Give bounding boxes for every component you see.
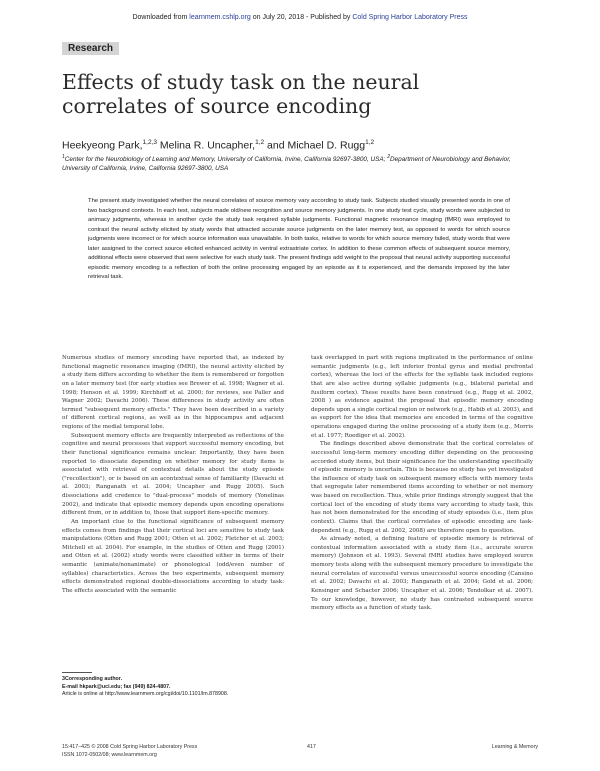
banner-publisher-link[interactable]: Cold Spring Harbor Laboratory Press bbox=[352, 14, 468, 21]
body-paragraph: An important clue to the functional significance of subsequent memory effects comes from findings that their cortical loci are sensitive to study task manipulations (Otten and Rugg 2001; Otten et al. 2002; Fletcher et al. 2003; Mitchell et al. 2004). For example, in the studies of Otten and Rugg (2001) and Otten et al. (2002) study words were classified either in terms of their semantic (animate/nonanimate) or phonological (odd/even number of syllables) characteristics. Across the two experiments, subsequent memory effects demonstrated regional double-dissociations according to study task: The effects associated with the semantic bbox=[62, 518, 284, 594]
footnote bbox=[62, 676, 284, 699]
contact-email[interactable]: E-mail hkpark@uci.edu; fax (949) 824-4807. bbox=[62, 683, 171, 690]
affiliations bbox=[62, 153, 540, 173]
author-name: Heekyeong Park, bbox=[62, 139, 143, 152]
journal-name: Learning & Memory bbox=[491, 744, 538, 750]
body-column-right bbox=[311, 354, 533, 613]
download-banner bbox=[0, 14, 600, 21]
affiliation-sup: 1 bbox=[62, 154, 65, 160]
author-affiliation-sup: 1,2 bbox=[255, 139, 265, 146]
body-column-left bbox=[62, 354, 284, 596]
body-paragraph: As already noted, a defining feature of episodic memory is retrieval of contextual information associated with a study item (i.e., accurate source memory) (Johnson et al. 1993). Several fMRI studies have employed source memory tests along with the subsequent memory procedure to investigate the neural correlates of successful versus unsuccessful source encoding (Cansino et al. 2002; Davachi et al. 2003; Ranganath et al. 2004; Gold et al. 2006; Kensinger and Schacter 2006; Uncapher et al. 2006; Tendolkar et al. 2007). To our knowledge, however, no study has contrasted subsequent source memory effects as a function of study task. bbox=[311, 536, 533, 612]
footer-left bbox=[62, 744, 262, 759]
banner-middle: on July 20, 2018 - Published by bbox=[250, 14, 353, 21]
article-title: Effects of study task on the neural correlates of source encoding bbox=[62, 70, 420, 118]
footer-copyright: 15:417–425 © 2008 Cold Spring Harbor Laboratory Press bbox=[62, 744, 198, 750]
author-affiliation-sup: 1,2,3 bbox=[142, 139, 158, 146]
abstract: The present study investigated whether the neural correlates of source memory vary according to study task. Subjects studied visually presented words in one of two background contexts. In each test, subjects made old/new recognition and source memory judgments. In one study test cycle, study words were subjected to animacy judgments, whereas in another cycle the study task required syllable judgments. Functional magnetic resonance imaging (fMRI) was employed to contrast the neural activity elicited by study words that attracted accurate source judgments on the later memory test, as opposed to words for which source judgments were incorrect or for which source information was unavailable. In both tasks, relative to words for which source memory failed, study words that were later assigned to the correct source elicited enhanced activity in ventral extrastriate cortex. In addition to these common effects of subsequent source memory, additional effects were observed that were selective for each study task. The present findings add weight to the proposal that neural activity supporting successful episodic memory encoding is a reflection of both the online processing engaged by an episode as it is experienced, and the demands imposed by the later retrieval task. bbox=[88, 198, 510, 281]
body-paragraph: Numerous studies of memory encoding have reported that, as indexed by functional magnetic resonance imaging (fMRI), the neural activity elicited by a study item differs according to whether the item is remembered or forgotten on a later memory test (for early studies see Brewer et al. 1998; Wagner et al. 1998; Henson et al. 1999; Kirchhoff et al. 2000; for reviews, see Paller and Wagner 2002; Davachi 2006). These differences in study activity are often termed "subsequent memory effects." They have been described in a variety of different cortical regions, as well as in the hippocampus and adjacent regions of the medial temporal lobe. bbox=[62, 355, 284, 430]
body-paragraph: The findings described above demonstrate that the cortical correlates of successful long-term memory encoding differ depending on the processing accorded study items, but their significance for the understanding specifically of episodic memory is uncertain. This is because no study has yet investigated the influence of study task on subsequent memory effects with memory tests that segregate later remembered items according to whether or not memory was based on recollection. Thus, while prior findings strongly suggest that the cortical loci of the encoding of study items vary according to study task, this has not been demonstrated for the encoding of study episodes (i.e., item plus context). Claims that the cortical correlates of episodic encoding are task-dependent (e.g., Rugg et al. 2002, 2008) are therefore open to question. bbox=[311, 441, 533, 534]
section-label: Research bbox=[62, 42, 119, 55]
author-name: and Michael D. Rugg bbox=[264, 139, 366, 152]
page-number: 417 bbox=[307, 744, 316, 750]
footer-issn: ISSN 1072-0502/08; www.learnmem.org bbox=[62, 751, 157, 758]
banner-prefix: Downloaded from bbox=[132, 14, 190, 21]
body-paragraph: Subsequent memory effects are frequently interpreted as reflections of the cognitive and neural processes that support successful memory encoding, but their functional significance remains unclear. Importantly, they have been reported to dissociate depending on whether memory for study items is associated with retrieval of contextual details about the study episode ("recollection"), or is based on an acontextual sense of familiarity (Davachi et al. 2003; Ranganath et al. 2004; Uncapher and Rugg 2005). Such dissociations add credence to "dual-process" models of memory (Yonelinas 2002), and indicate that episodic memory depends upon encoding operations different from, or in addition to, those that support item-specific memory. bbox=[62, 432, 284, 517]
author-affiliation-sup: 1,2 bbox=[365, 139, 375, 146]
author-name: Melina R. Uncapher, bbox=[157, 139, 256, 152]
affiliation-2: Department of Neurobiology and Behavior, University of California, Irvine, California 92697-3800, USA bbox=[62, 156, 511, 173]
banner-site-link[interactable]: learnmem.cshlp.org bbox=[189, 14, 251, 21]
article-doi-link[interactable]: Article is online at http://www.learnmem.org/cgi/doi/10.1101/lm.878908. bbox=[62, 691, 229, 698]
body-paragraph: task overlapped in part with regions implicated in the performance of online semantic judgments (e.g., left inferior frontal gyrus and medial prefrontal cortex), whereas the loci of the effects for the syllable task included regions that are also active during syllabic judgments (e.g., bilateral parietal and fusiform cortex). These results have been construed (e.g., Rugg et al. 2002, 2008 ) as evidence against the proposal that episodic memory encoding depends upon a single cortical region or network (e.g., Habib et al. 2003), and as support for the idea that memories are encoded in terms of the cognitive operations engaged during the online processing of a study item (e.g., Morris et al. 1977; Roediger et al. 2002). bbox=[311, 355, 533, 439]
footnote-divider bbox=[62, 672, 92, 673]
affiliation-sup: 2 bbox=[387, 154, 390, 160]
author-list bbox=[62, 139, 542, 152]
corresponding-author: 3Corresponding author. bbox=[62, 676, 123, 682]
affiliation-1: Center for the Neurobiology of Learning and Memory, University of California, Irvine, California 92697-3800, USA; bbox=[64, 156, 388, 164]
